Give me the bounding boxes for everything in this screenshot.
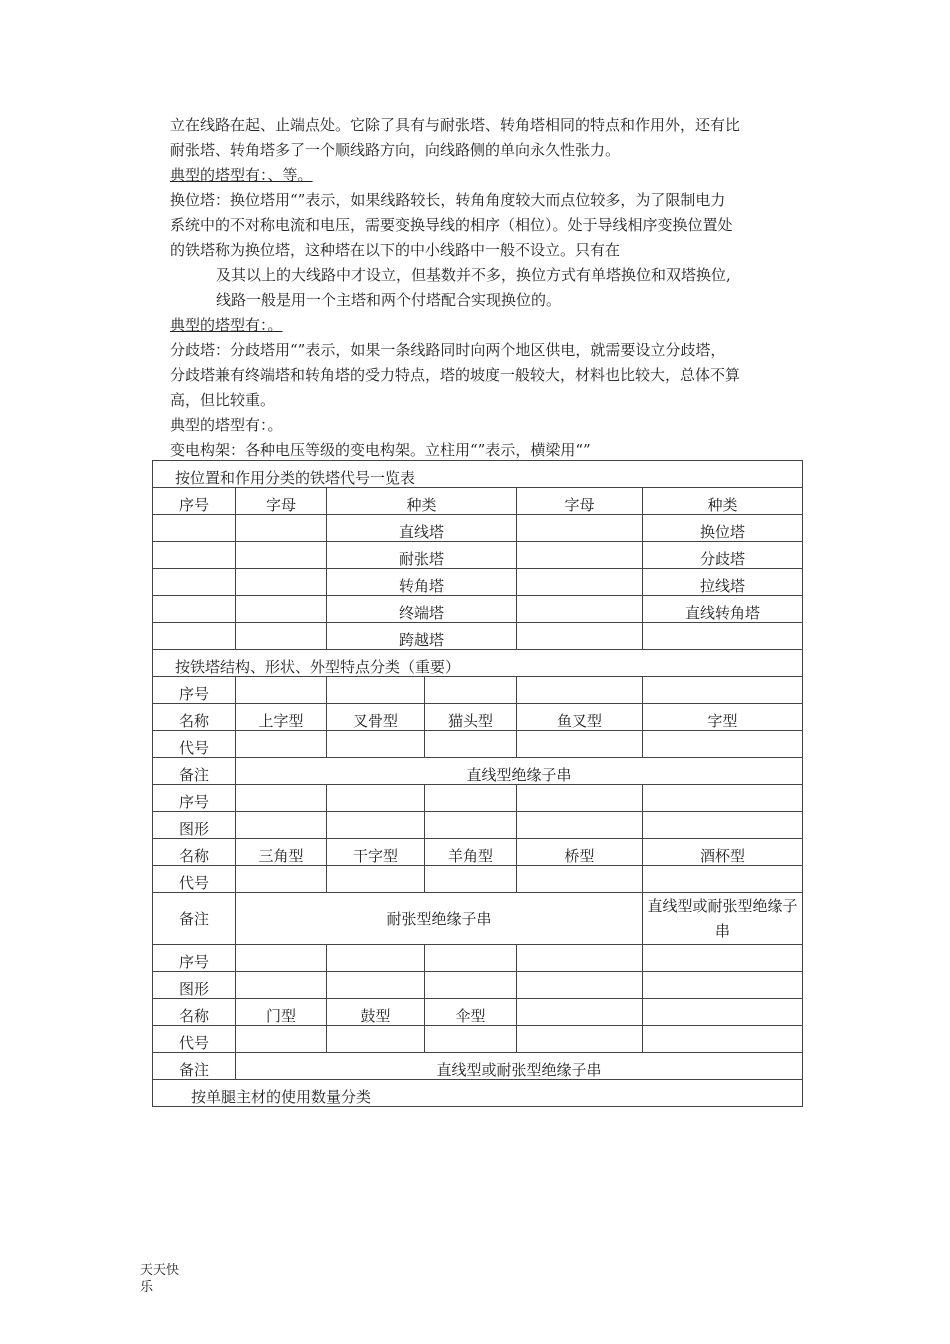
- table-row: [153, 866, 803, 893]
- tower-name: 干字型: [327, 839, 425, 866]
- table-cell: [425, 785, 517, 812]
- table-cell: [643, 866, 803, 893]
- paragraph-line: 立在线路在起、止端点处。它除了具有与耐张塔、转角塔相同的特点和作用外，还有比: [170, 116, 741, 134]
- table-cell: [517, 866, 643, 893]
- row-label: 备注: [153, 893, 236, 945]
- row-label: 名称: [153, 999, 236, 1026]
- table-cell: [153, 623, 236, 650]
- table-cell: [236, 1026, 327, 1053]
- table-cell: [643, 677, 803, 704]
- table-cell: [517, 945, 643, 972]
- table-row: [153, 999, 803, 1026]
- table-header-row: [153, 488, 803, 515]
- tower-code-table: [152, 460, 803, 1107]
- table-cell: [236, 866, 327, 893]
- table-cell: [425, 677, 517, 704]
- paragraph-line: 高，但比较重。: [170, 391, 276, 409]
- table-row: [153, 704, 803, 731]
- row-label: 序号: [153, 785, 236, 812]
- table-cell: [327, 785, 425, 812]
- row-label: 序号: [153, 945, 236, 972]
- column-header: 字母: [517, 488, 643, 515]
- table-row: [153, 596, 803, 623]
- note-cell: 直线型或耐张型绝缘子串: [643, 893, 803, 945]
- row-label: 备注: [153, 758, 236, 785]
- row-label: 名称: [153, 839, 236, 866]
- table-row: [153, 812, 803, 839]
- table-cell: [327, 972, 425, 999]
- table-cell: [643, 972, 803, 999]
- table-cell: [236, 569, 327, 596]
- row-label: 代号: [153, 866, 236, 893]
- table-cell: [517, 569, 643, 596]
- paragraph-line: 分歧塔：分歧塔用“”表示，如果一条线路同时向两个地区供电，就需要设立分歧塔，: [170, 341, 726, 359]
- tower-name: 上字型: [236, 704, 327, 731]
- table-cell: 直线转角塔: [643, 596, 803, 623]
- table-cell: [236, 677, 327, 704]
- table-cell: [236, 945, 327, 972]
- note-cell: 耐张型绝缘子串: [236, 893, 643, 945]
- table-cell: [517, 1026, 643, 1053]
- table-row: [153, 972, 803, 999]
- row-label: 代号: [153, 731, 236, 758]
- tower-name: [643, 999, 803, 1026]
- table-cell: [236, 785, 327, 812]
- table-cell: [517, 972, 643, 999]
- tower-name: 三角型: [236, 839, 327, 866]
- paragraph-line: 变电构架：各种电压等级的变电构架。立柱用“”表示，横梁用“”: [170, 441, 591, 459]
- table-cell: 换位塔: [643, 515, 803, 542]
- table-cell: [327, 731, 425, 758]
- table-cell: [425, 945, 517, 972]
- table-cell: [153, 569, 236, 596]
- table-cell: [643, 623, 803, 650]
- table-cell: [425, 731, 517, 758]
- tower-name: [517, 999, 643, 1026]
- table-row: [153, 677, 803, 704]
- row-label: 图形: [153, 812, 236, 839]
- paragraph-line: 系统中的不对称电流和电压，需要变换导线的相序（相位）。处于导线相序变换位置处: [170, 216, 733, 234]
- table-row: [153, 623, 803, 650]
- table-cell: [236, 972, 327, 999]
- typical-types-line: 典型的塔型有：。: [170, 416, 283, 434]
- table-cell: 跨越塔: [327, 623, 517, 650]
- table-section-title-row: [153, 461, 803, 488]
- table-section-title-row: [153, 1080, 803, 1107]
- table-cell: [643, 731, 803, 758]
- table-cell: [517, 542, 643, 569]
- tower-name: 门型: [236, 999, 327, 1026]
- table-cell: [153, 542, 236, 569]
- paragraph-line: 线路一般是用一个主塔和两个付塔配合实现换位的。: [216, 291, 562, 309]
- table-row: [153, 839, 803, 866]
- paragraph-line: 换位塔：换位塔用“”表示，如果线路较长，转角角度较大而点位较多，为了限制电力: [170, 191, 726, 209]
- table-cell: [517, 812, 643, 839]
- tower-name: 猫头型: [425, 704, 517, 731]
- tower-name: 酒杯型: [643, 839, 803, 866]
- table-cell: [327, 866, 425, 893]
- table-cell: [236, 596, 327, 623]
- tower-name: 桥型: [517, 839, 643, 866]
- table-cell: [327, 677, 425, 704]
- paragraph-line: 耐张塔、转角塔多了一个顺线路方向，向线路侧的单向永久性张力。: [170, 141, 621, 159]
- table-row: [153, 731, 803, 758]
- body-text: [170, 113, 820, 463]
- table-cell: [517, 785, 643, 812]
- paragraph-line: 分歧塔兼有终端塔和转角塔的受力特点，塔的坡度一般较大，材料也比较大，总体不算: [170, 366, 741, 384]
- table-row: [153, 785, 803, 812]
- table-cell: 耐张塔: [327, 542, 517, 569]
- table-cell: [153, 596, 236, 623]
- table-cell: [327, 945, 425, 972]
- table-cell: [327, 812, 425, 839]
- row-label: 名称: [153, 704, 236, 731]
- column-header: 种类: [643, 488, 803, 515]
- table-row: [153, 893, 803, 945]
- tower-name: 伞型: [425, 999, 517, 1026]
- section-title: 按铁塔结构、形状、外型特点分类（重要）: [153, 650, 803, 677]
- table-cell: [643, 785, 803, 812]
- section-title: 按单腿主材的使用数量分类: [153, 1080, 803, 1107]
- table-cell: [517, 623, 643, 650]
- tower-name: 字型: [643, 704, 803, 731]
- column-header: 种类: [327, 488, 517, 515]
- row-label: 备注: [153, 1053, 236, 1080]
- table-cell: [425, 866, 517, 893]
- table-cell: [643, 812, 803, 839]
- table-cell: [236, 731, 327, 758]
- tower-name: 羊角型: [425, 839, 517, 866]
- paragraph-line: 及其以上的大线路中才设立，但基数并不多，换位方式有单塔换位和双塔换位,: [216, 266, 731, 284]
- row-label: 代号: [153, 1026, 236, 1053]
- table-cell: 转角塔: [327, 569, 517, 596]
- table-cell: [236, 812, 327, 839]
- table-row: [153, 1053, 803, 1080]
- table-row: [153, 542, 803, 569]
- tower-name: 鼓型: [327, 999, 425, 1026]
- footer-text: 天天快乐: [140, 1263, 180, 1295]
- table-row: [153, 569, 803, 596]
- table-cell: 拉线塔: [643, 569, 803, 596]
- paragraph-line: 的铁塔称为换位塔，这种塔在以下的中小线路中一般不设立。只有在: [170, 241, 621, 259]
- table-section-title-row: [153, 650, 803, 677]
- typical-types-line: 典型的塔型有：。: [170, 316, 283, 334]
- table-cell: [517, 677, 643, 704]
- note-cell: 直线型或耐张型绝缘子串: [236, 1053, 803, 1080]
- column-header: 字母: [236, 488, 327, 515]
- table-cell: [643, 1026, 803, 1053]
- table-cell: [425, 972, 517, 999]
- table-row: [153, 758, 803, 785]
- table-cell: 分歧塔: [643, 542, 803, 569]
- section-title: 按位置和作用分类的铁塔代号一览表: [153, 461, 803, 488]
- table-row: [153, 1026, 803, 1053]
- table-cell: [517, 515, 643, 542]
- table-cell: 直线塔: [327, 515, 517, 542]
- table-cell: 终端塔: [327, 596, 517, 623]
- table-cell: [236, 542, 327, 569]
- table-cell: [153, 515, 236, 542]
- table-cell: [643, 945, 803, 972]
- tower-name: 叉骨型: [327, 704, 425, 731]
- table-cell: [236, 623, 327, 650]
- table-cell: [425, 1026, 517, 1053]
- table-cell: [517, 596, 643, 623]
- row-label: 序号: [153, 677, 236, 704]
- table-row: [153, 515, 803, 542]
- typical-types-line: 典型的塔型有：、等。: [170, 166, 313, 184]
- table-cell: [425, 812, 517, 839]
- table-cell: [327, 1026, 425, 1053]
- tower-name: 鱼叉型: [517, 704, 643, 731]
- table-row: [153, 945, 803, 972]
- column-header: 序号: [153, 488, 236, 515]
- table-cell: [236, 515, 327, 542]
- table-cell: [517, 731, 643, 758]
- row-label: 图形: [153, 972, 236, 999]
- note-cell: 直线型绝缘子串: [236, 758, 803, 785]
